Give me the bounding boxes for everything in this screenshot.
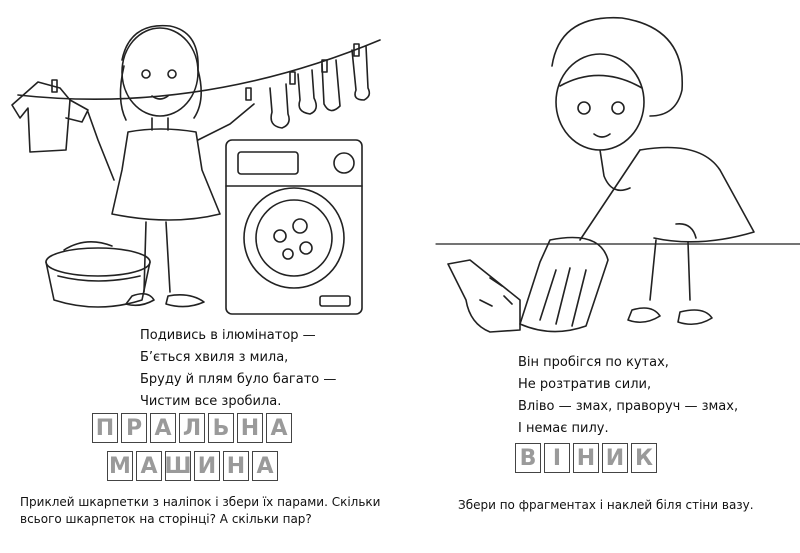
girl-sweeping (552, 18, 754, 325)
left-poem (140, 325, 336, 413)
right-task (458, 497, 754, 514)
letter-tile[interactable]: А (150, 413, 176, 443)
right-poem (518, 352, 738, 440)
word-tiles-mashyna (107, 451, 278, 481)
letter-tile[interactable]: И (194, 451, 220, 481)
left-poem-line: Чистим все зробила. (140, 394, 282, 409)
left-task (20, 494, 380, 528)
letter-tile[interactable]: А (252, 451, 278, 481)
right-task-line: Збери по фрагментах і наклей біля стіни вазу. (458, 498, 754, 512)
letter-tile[interactable]: В (515, 443, 541, 473)
letter-tile[interactable]: Л (179, 413, 205, 443)
word-tiles-pralna (92, 413, 292, 443)
letter-tile[interactable]: Ш (165, 451, 191, 481)
letter-tile[interactable]: Н (223, 451, 249, 481)
letter-tile[interactable]: И (602, 443, 628, 473)
right-poem-line: І немає пилу. (518, 421, 609, 436)
left-poem-line: Подивись в ілюмінатор — (140, 328, 316, 343)
word-tiles-vinyk (515, 443, 657, 473)
letter-tile[interactable]: М (107, 451, 133, 481)
right-poem-line: Він пробігся по кутах, (518, 355, 669, 370)
washing-machine (226, 140, 362, 314)
left-task-line: Приклей шкарпетки з наліпок і збери їх парами. Скільки (20, 495, 381, 509)
letter-tile[interactable]: Р (121, 413, 147, 443)
letter-tile[interactable]: Н (573, 443, 599, 473)
broom-and-dustpan (436, 150, 800, 332)
letter-tile[interactable]: Н (237, 413, 263, 443)
letter-tile[interactable]: П (92, 413, 118, 443)
letter-tile[interactable]: Ь (208, 413, 234, 443)
girl-hanging-laundry (88, 26, 254, 307)
laundry-basket (46, 242, 150, 307)
letter-tile[interactable]: І (544, 443, 570, 473)
right-poem-line: Вліво — змах, праворуч — змах, (518, 399, 739, 414)
left-poem-line: Б’ється хвиля з мила, (140, 350, 289, 365)
left-poem-line: Бруду й плям було багато — (140, 372, 337, 387)
right-poem-line: Не розтратив сили, (518, 377, 652, 392)
letter-tile[interactable]: А (136, 451, 162, 481)
left-task-line: всього шкарпеток на сторінці? А скільки пар? (20, 512, 312, 526)
letter-tile[interactable]: К (631, 443, 657, 473)
letter-tile[interactable]: А (266, 413, 292, 443)
